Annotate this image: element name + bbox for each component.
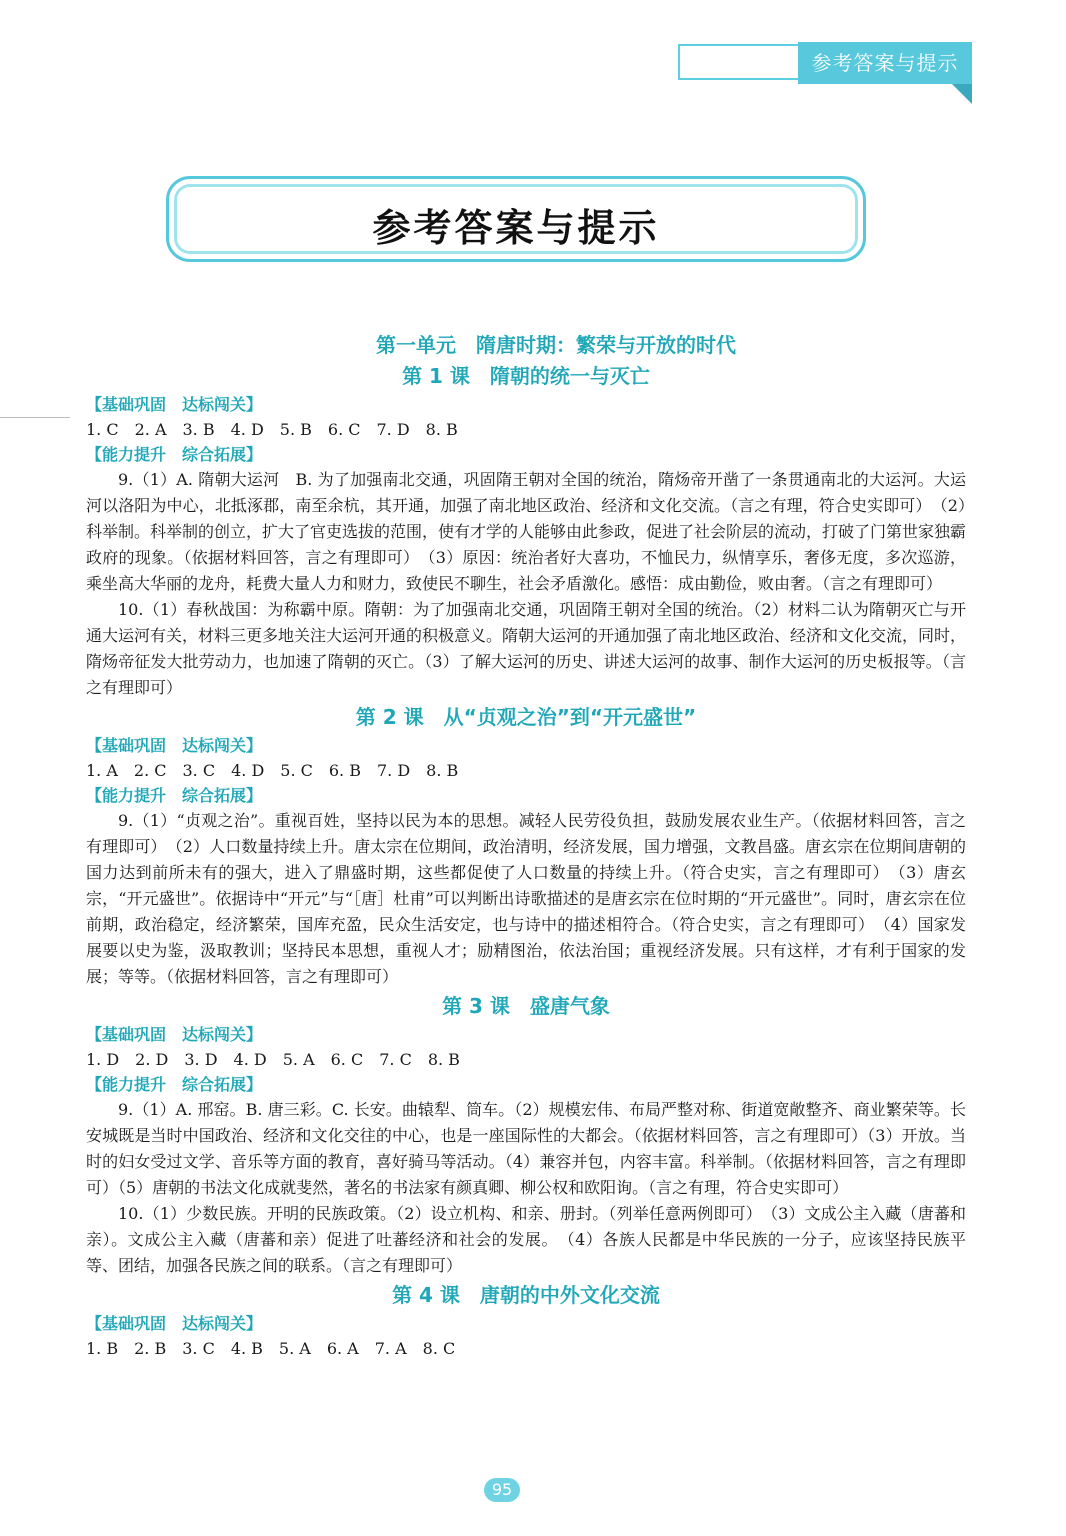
tag-basic: 【基础巩固 达标闯关】	[86, 1314, 263, 1333]
lesson-title: 第 1 课 隋朝的统一与灭亡	[402, 364, 650, 388]
unit-title: 第一单元 隋唐时期：繁荣与开放的时代	[376, 333, 736, 357]
tag-advanced: 【能力提升 综合拓展】	[86, 1075, 263, 1094]
lesson-title: 第 4 课 唐朝的中外文化交流	[392, 1283, 660, 1307]
answer-paragraph: 10.（1）少数民族。开明的民族政策。（2）设立机构、和亲、册封。（列举任意两例即可） （3）文成公主入藏（唐蕃和亲）。文成公主入藏（唐蕃和亲）促进了吐蕃经济和社会的发展。 （4）各族人民都是中华民族的一分子，应该坚持民族平等、团结，加强各民族之间的联系。（言之有理即可）	[86, 1204, 966, 1275]
answer-paragraph: 9.（1）“贞观之治”。重视百姓，坚持以民为本的思想。减轻人民劳役负担，鼓励发展农业生产。（依据材料回答，言之有理即可） （2）人口数量持续上升。唐太宗在位期间，政治清明，经济发展，国力增强，文教昌盛。唐玄宗在位期间唐朝的国力达到前所未有的强大，进入了鼎盛时期，这些都促使了人口数量的持续上升。（符合史实，言之有理即可） （3）唐玄宗，“开元盛世”。依据诗中“开元”与“［唐］杜甫”可以判断出诗歌描述的是唐玄宗在位时期的“开元盛世”。同时，唐玄宗在位前期，政治稳定，经济繁荣，国库充盈，民众生活安定，也与诗中的描述相符合。（符合史实，言之有理即可） （4）国家发展要以史为鉴，汲取教训；坚持民本思想，重视人才；励精图治，依法治国；重视经济发展。只有这样，才有利于国家的发展；等等。（依据材料回答，言之有理即可）	[86, 811, 966, 986]
tag-advanced: 【能力提升 综合拓展】	[86, 786, 263, 805]
lesson-title: 第 2 课 从“贞观之治”到“开元盛世”	[355, 705, 697, 729]
main-title: 参考答案与提示	[372, 206, 660, 250]
choice-answers: 1. D 2. D 3. D 4. D 5. A 6. C 7. C 8. B	[86, 1050, 460, 1069]
header-section-tab: 参考答案与提示	[798, 42, 972, 84]
page-number: 95	[484, 1478, 520, 1502]
header-blank-box	[678, 44, 798, 80]
tag-basic: 【基础巩固 达标闯关】	[86, 395, 263, 414]
tag-advanced: 【能力提升 综合拓展】	[86, 445, 263, 464]
answer-paragraph: 10.（1）春秋战国：为称霸中原。隋朝：为了加强南北交通，巩固隋王朝对全国的统治。（2）材料二认为隋朝灭亡与开通大运河有关，材料三更多地关注大运河开通的积极意义。隋朝大运河的开通加强了南北地区政治、经济和文化交流，同时，隋炀帝征发大批劳动力，也加速了隋朝的灭亡。（3）了解大运河的历史、讲述大运河的故事、制作大运河的历史板报等。（言之有理即可）	[86, 600, 967, 697]
choice-answers: 1. A 2. C 3. C 4. D 5. C 6. B 7. D 8. B	[86, 761, 459, 780]
choice-answers: 1. C 2. A 3. B 4. D 5. B 6. C 7. D 8. B	[86, 420, 458, 439]
answer-content	[86, 330, 966, 1361]
margin-rule	[0, 417, 70, 418]
header-tab-fold	[952, 84, 972, 104]
tag-basic: 【基础巩固 达标闯关】	[86, 1025, 263, 1044]
tag-basic: 【基础巩固 达标闯关】	[86, 736, 263, 755]
answer-paragraph: 9.（1）A. 隋朝大运河 B. 为了加强南北交通，巩固隋王朝对全国的统治，隋炀帝开凿了一条贯通南北的大运河。大运河以洛阳为中心，北抵涿郡，南至余杭，其开通，加强了南北地区政治、经济和文化交流。（言之有理，符合史实即可） （2）科举制。科举制的创立，扩大了官吏选拔的范围，使有才学的人能够由此参政，促进了社会阶层的流动，打破了门第世家独霸政府的现象。（依据材料回答，言之有理即可） （3）原因：统治者好大喜功，不恤民力，纵情享乐，奢侈无度，多次巡游，乘坐高大华丽的龙舟，耗费大量人力和财力，致使民不聊生，社会矛盾激化。感悟：成由勤俭，败由奢。（言之有理即可）	[86, 470, 967, 593]
choice-answers: 1. B 2. B 3. C 4. B 5. A 6. A 7. A 8. C	[86, 1339, 456, 1358]
main-title-frame	[166, 176, 866, 262]
lesson-title: 第 3 课 盛唐气象	[442, 994, 610, 1018]
answer-paragraph: 9.（1）A. 邢窑。B. 唐三彩。C. 长安。曲辕犁、筒车。（2）规模宏伟、布局严整对称、街道宽敞整齐、商业繁荣等。长安城既是当时中国政治、经济和文化交往的中心，也是一座国际性的大都会。（依据材料回答，言之有理即可）（3）开放。当时的妇女受过文学、音乐等方面的教育，喜好骑马等活动。（4）兼容并包，内容丰富。科举制。（依据材料回答，言之有理即可）（5）唐朝的书法文化成就斐然，著名的书法家有颜真卿、柳公权和欧阳询。（言之有理，符合史实即可）	[86, 1100, 966, 1197]
